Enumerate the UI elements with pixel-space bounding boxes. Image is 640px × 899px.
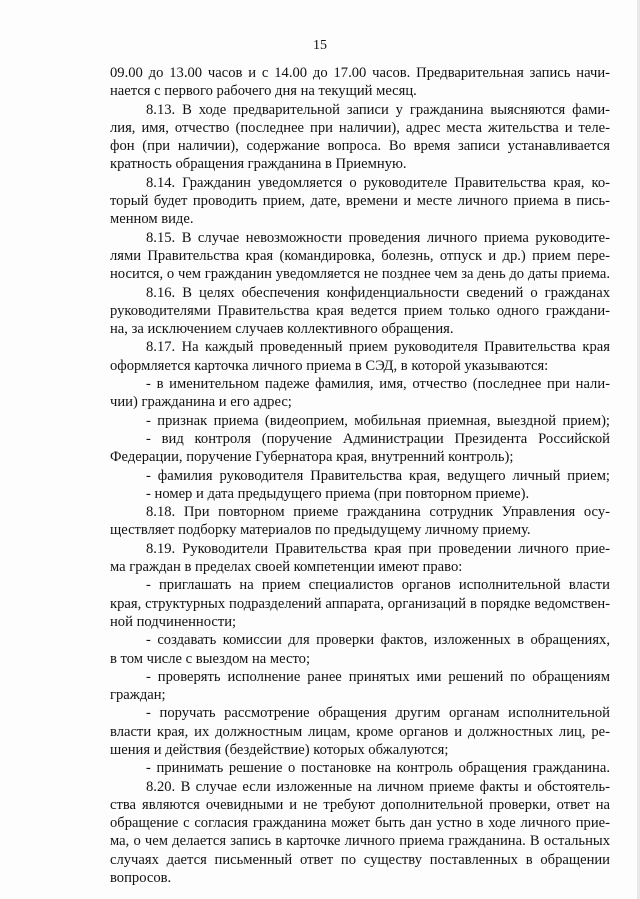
text-line: фон (при наличии), содержание вопроса. Во время записи устанавливается bbox=[110, 138, 610, 155]
paragraph-start: 8.16. В целях обеспечения конфиденциальности сведений о гражданах bbox=[146, 284, 610, 301]
text-line: в том числе с выездом на место; bbox=[110, 650, 310, 667]
paragraph-start: 8.17. На каждый проведенный прием руководителя Правительства края bbox=[146, 339, 610, 356]
paragraph-start: 8.13. В ходе предварительной записи у гражданина выясняются фами- bbox=[146, 101, 610, 118]
text-line: ма, о чем делается запись в карточке личного приема гражданина. В остальных bbox=[110, 833, 610, 850]
text-line: шения и действия (бездействие) которых обжалуются; bbox=[110, 741, 449, 758]
paragraph-start: 8.15. В случае невозможности проведения личного приема руководите- bbox=[146, 229, 610, 246]
list-item: - приглашать на прием специалистов органов исполнительной власти bbox=[146, 577, 610, 594]
text-line: кратность обращения гражданина в Приемную. bbox=[110, 156, 407, 173]
text-line: края, структурных подразделений аппарата, организаций в порядке ведомствен- bbox=[110, 595, 610, 612]
text-line: ства являются очевидными и не требуют дополнительной проверки, ответ на bbox=[110, 796, 610, 813]
text-line: случаях дается письменный ответ по существу поставленных в обращении bbox=[110, 851, 610, 868]
text-line: носится, о чем гражданин уведомляется не позднее чем за день до даты приема. bbox=[110, 266, 610, 283]
text-line: нается с первого рабочего дня на текущий месяц. bbox=[110, 83, 417, 100]
list-item: - поручать рассмотрение обращения другим органам исполнительной bbox=[146, 705, 610, 722]
text-line: чии) гражданина и его адрес; bbox=[110, 394, 292, 411]
text-line: граждан; bbox=[110, 687, 166, 704]
text-line: торый будет проводить прием, дате, времени и месте личного приема в пись- bbox=[110, 193, 610, 210]
text-line: обращение с согласия гражданина может быть дан устно в ходе личного прие- bbox=[110, 815, 610, 832]
text-line: ной подчиненности; bbox=[110, 613, 237, 630]
list-item: - создавать комиссии для проверки фактов, изложенных в обращениях, bbox=[146, 632, 610, 649]
text-line: власти края, их должностным лицам, кроме органов и должностных лиц, ре- bbox=[110, 723, 610, 740]
text-line: оформляется карточка личного приема в СЭД, в которой указываются: bbox=[110, 357, 549, 374]
list-item: - проверять исполнение ранее принятых ими решений по обращениям bbox=[146, 668, 610, 685]
text-line: менном виде. bbox=[110, 211, 194, 228]
page-number: 15 bbox=[313, 38, 327, 53]
list-item: - фамилия руководителя Правительства края, ведущего личный прием; bbox=[146, 467, 610, 484]
text-line: 09.00 до 13.00 часов и с 14.00 до 17.00 часов. Предварительная запись начи- bbox=[110, 65, 610, 81]
paragraph-start: 8.18. При повторном приеме гражданина сотрудник Управления осу- bbox=[146, 504, 610, 521]
text-line: ществляет подборку материалов по предыдущему личному приему. bbox=[110, 522, 531, 539]
text-line: ма граждан в пределах своей компетенции имеют право: bbox=[110, 559, 463, 576]
list-item: - в именительном падеже фамилия, имя, отчество (последнее при нали- bbox=[146, 376, 610, 393]
paragraph-start: 8.19. Руководители Правительства края при проведении личного прие- bbox=[146, 540, 610, 557]
list-item: - принимать решение о постановке на контроль обращения гражданина. bbox=[146, 760, 610, 777]
document-body bbox=[110, 64, 610, 887]
text-line: на, за исключением случаев коллективного обращения. bbox=[110, 321, 454, 338]
text-line: Федерации, поручение Губернатора края, внутренний контроль); bbox=[110, 449, 514, 466]
text-line: руководителями Правительства края ведется прием только одного граждани- bbox=[110, 302, 610, 319]
list-item: - номер и дата предыдущего приема (при повторном приеме). bbox=[146, 485, 530, 502]
paragraph-start: 8.20. В случае если изложенные на личном приеме факты и обстоятель- bbox=[146, 778, 610, 795]
list-item: - вид контроля (поручение Администрации Президента Российской bbox=[146, 430, 610, 447]
text-line: лия, имя, отчество (последнее при наличии), адрес места жительства и теле- bbox=[110, 119, 610, 136]
paragraph-start: 8.14. Гражданин уведомляется о руководителе Правительства края, ко- bbox=[146, 174, 610, 191]
text-line: лями Правительства края (командировка, болезнь, отпуск и др.) прием перe- bbox=[110, 247, 610, 264]
list-item: - признак приема (видеоприем, мобильная приемная, выездной прием); bbox=[146, 412, 610, 429]
text-line: вопросов. bbox=[110, 870, 172, 887]
